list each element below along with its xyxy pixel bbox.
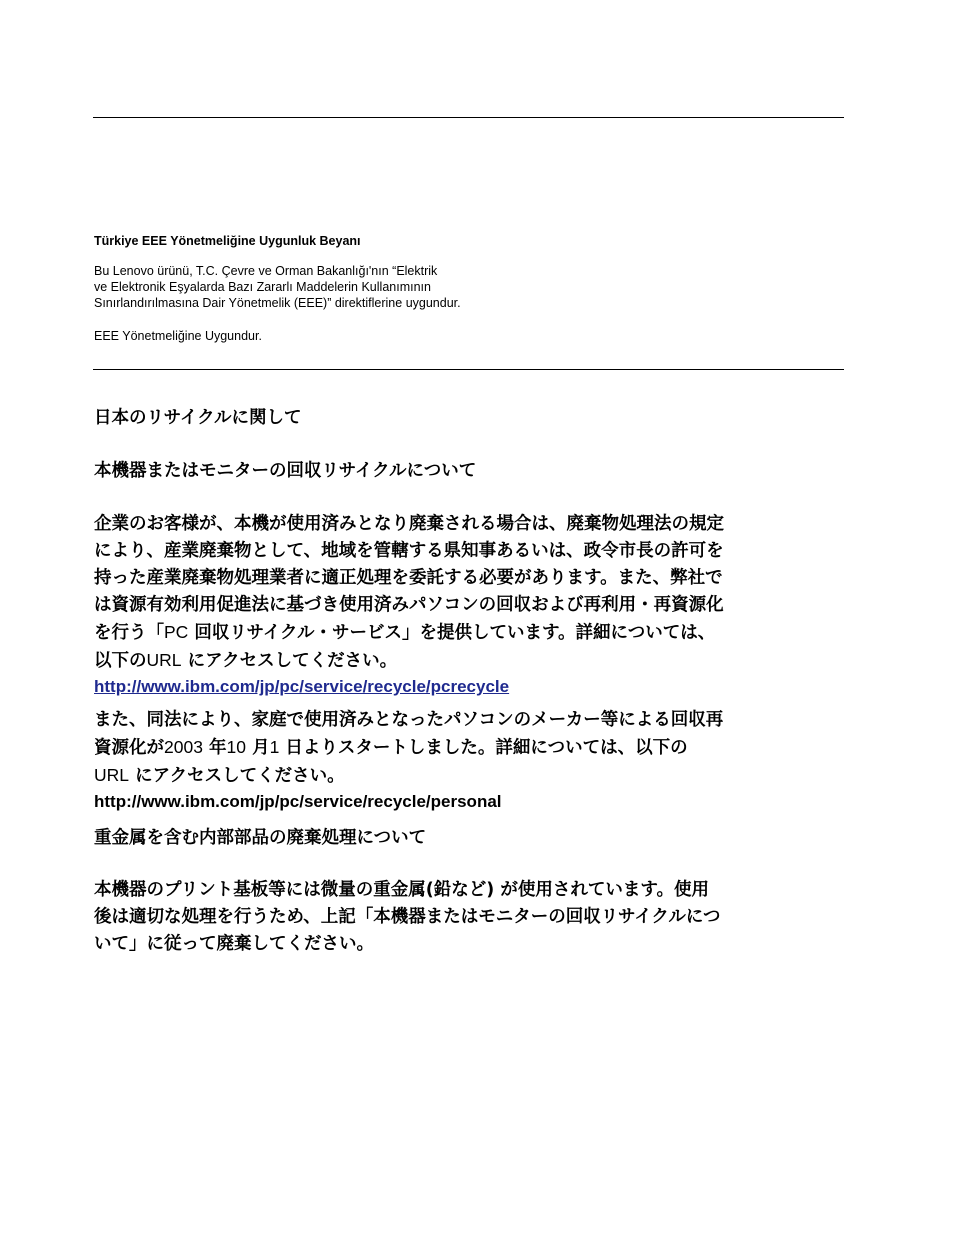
paragraph-line: により、産業廃棄物として、地域を管轄する県知事あるいは、政令市長の許可を: [94, 541, 724, 561]
paragraph-line: は資源有効利用促進法に基づき使用済みパソコンの回収および再利用・再資源化: [94, 595, 724, 615]
paragraph-line: いて」に従って廃棄してください。: [94, 934, 374, 954]
turkey-eee-section: [94, 233, 794, 361]
line-text: 月: [246, 738, 270, 758]
paragraph-line: [94, 734, 854, 762]
japan-recycling-heading: 日本のリサイクルに関して: [94, 408, 302, 428]
url-text: URL: [94, 765, 130, 785]
heavy-metal-paragraph: [94, 877, 854, 958]
line-text: 年: [202, 738, 227, 758]
line-text: にアクセスしてください。: [129, 766, 345, 786]
turkey-eee-statement: [94, 263, 794, 311]
line-text: を行う「: [94, 623, 164, 643]
turkey-eee-statement-line: Sınırlandırılmasına Dair Yönetmelik (EEE)” direktiflerine uygundur.: [94, 296, 461, 310]
heavy-metal-heading: 重金属を含む内部部品の廃棄処理について: [94, 828, 427, 848]
turkey-eee-statement-line: ve Elektronik Eşyalarda Bazı Zararlı Maddelerin Kullanımının: [94, 280, 431, 294]
line-text: 以下の: [94, 651, 147, 671]
pcrecycle-link[interactable]: http://www.ibm.com/jp/pc/service/recycle/pcrecycle: [94, 677, 510, 696]
line-text: 回収リサイクル・サービス」を提供しています。詳細については、: [188, 623, 716, 643]
paragraph-line: 持った産業廃棄物処理業者に適正処理を委託する必要があります。また、弊社で: [94, 568, 723, 588]
personal-recycle-url: http://www.ibm.com/jp/pc/service/recycle/personal: [94, 792, 502, 811]
middle-divider: [93, 369, 844, 370]
turkey-eee-conformity: EEE Yönetmeliğine Uygundur.: [94, 329, 262, 343]
pc-text: PC: [164, 622, 189, 642]
paragraph-line: また、同法により、家庭で使用済みとなったパソコンのメーカー等による回収再: [94, 710, 724, 730]
month-text: 10: [226, 737, 246, 757]
household-recycling-paragraph: [94, 707, 854, 814]
line-text: にアクセスしてください。: [181, 651, 398, 671]
line-text: 資源化が: [94, 738, 164, 758]
top-divider: [93, 117, 844, 118]
paragraph-line: 本機器のプリント基板等には微量の重金属(鉛など) が使用されています。使用: [94, 880, 709, 900]
paragraph-line: [94, 647, 854, 675]
year-text: 2003: [164, 737, 203, 757]
corporate-recycling-paragraph: [94, 511, 854, 699]
paragraph-line: [94, 619, 854, 647]
paragraph-line: [94, 762, 854, 790]
paragraph-line: 後は適切な処理を行うため、上記「本機器またはモニターの回収リサイクルにつ: [94, 907, 721, 927]
line-text: 日よりスタートしました。詳細については、以下の: [279, 738, 688, 758]
paragraph-line: 企業のお客様が、本機が使用済みとなり廃棄される場合は、廃棄物処理法の規定: [94, 514, 724, 534]
monitor-recycling-subheading: 本機器またはモニターの回収リサイクルについて: [94, 461, 477, 481]
turkey-eee-title: Türkiye EEE Yönetmeliğine Uygunluk Beyanı: [94, 234, 361, 248]
day-text: 1: [269, 737, 280, 757]
url-text: URL: [146, 650, 182, 670]
turkey-eee-statement-line: Bu Lenovo ürünü, T.C. Çevre ve Orman Bakanlığı'nın “Elektrik: [94, 264, 438, 278]
